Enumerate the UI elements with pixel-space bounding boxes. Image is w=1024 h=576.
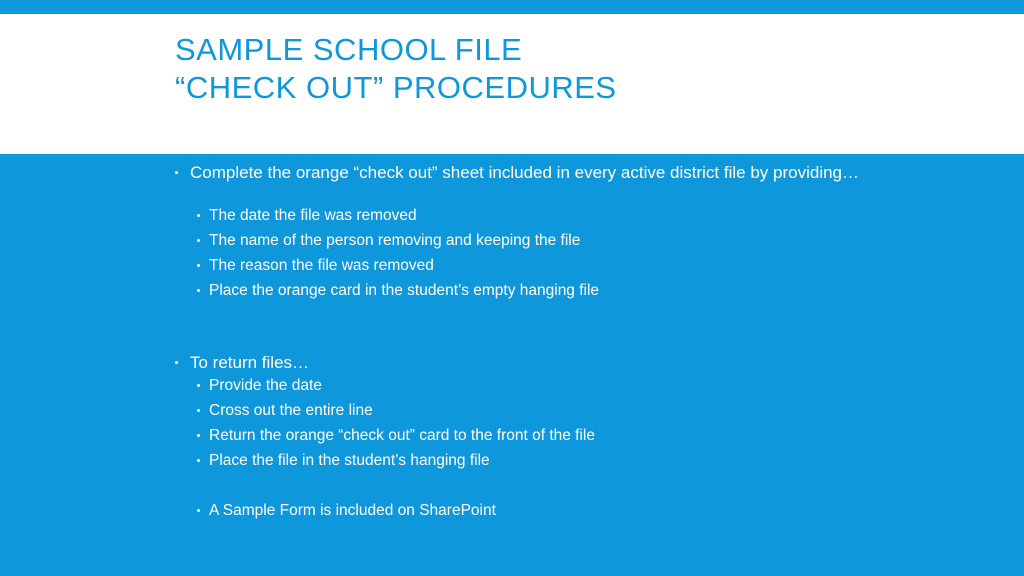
bullet-dot-icon (197, 434, 200, 437)
sub-bullet-item-sample-form (209, 501, 496, 521)
sub-bullet-item (209, 256, 434, 276)
sub-bullet-text: Cross out the entire line (209, 402, 373, 419)
sub-bullet-item (209, 206, 417, 226)
top-accent-strip (0, 0, 1024, 14)
sub-bullet-item (209, 281, 599, 301)
bullet-checkout (190, 162, 860, 184)
slide-body (0, 154, 1024, 576)
bullet-dot-icon (197, 509, 200, 512)
sub-bullet-text: The reason the file was removed (209, 257, 434, 274)
bullet-dot-icon (197, 214, 200, 217)
bullet-dot-icon (175, 361, 178, 364)
sub-bullet-text: A Sample Form is included on SharePoint (209, 502, 496, 519)
bullet-dot-icon (197, 289, 200, 292)
sub-bullet-text: Place the file in the student’s hanging file (209, 452, 490, 469)
sub-bullet-item (209, 401, 373, 421)
slide-title (175, 31, 617, 107)
bullet-return-text: To return files… (190, 353, 310, 372)
sub-bullet-text: The date the file was removed (209, 207, 417, 224)
sub-bullet-text: The name of the person removing and keeping the file (209, 232, 581, 249)
bullet-checkout-text: Complete the orange “check out” sheet included in every active district file by providing… (190, 163, 860, 182)
sub-bullet-item (209, 451, 490, 471)
sub-bullet-item (209, 376, 322, 396)
sub-bullet-text: Place the orange card in the student’s empty hanging file (209, 282, 600, 299)
bullet-dot-icon (175, 171, 178, 174)
sub-bullet-item (209, 426, 595, 446)
bullet-dot-icon (197, 409, 200, 412)
sub-bullet-item (209, 231, 580, 251)
slide-title-line-2: “CHECK OUT” PROCEDURES (175, 70, 617, 105)
bullet-dot-icon (197, 264, 200, 267)
sub-bullet-text: Provide the date (209, 377, 322, 394)
bullet-dot-icon (197, 459, 200, 462)
title-panel (0, 14, 1024, 154)
bullet-dot-icon (197, 384, 200, 387)
bullet-return (190, 352, 860, 374)
bullet-dot-icon (197, 239, 200, 242)
slide-title-line-1: SAMPLE SCHOOL FILE (175, 32, 523, 67)
sub-bullet-text: Return the orange “check out” card to the front of the file (209, 427, 595, 444)
